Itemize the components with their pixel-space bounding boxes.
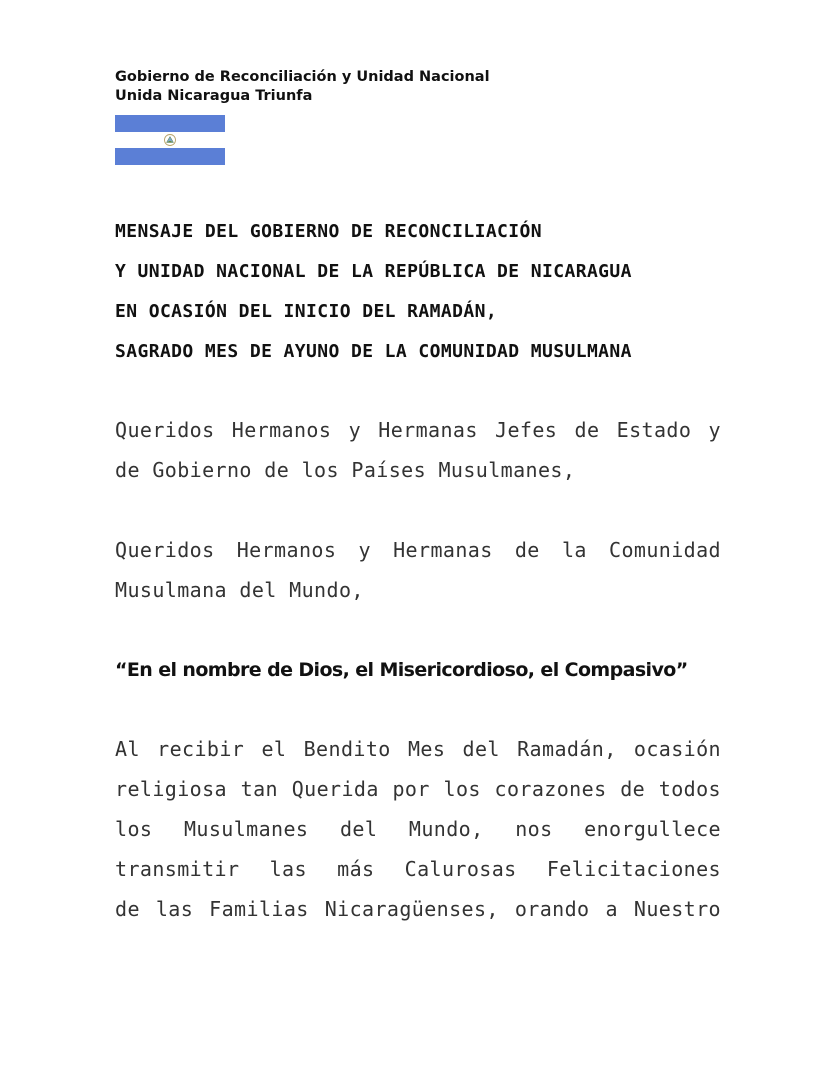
title-line: SAGRADO MES DE AYUNO DE LA COMUNIDAD MUSULMANA [115, 341, 632, 362]
paragraph-line: Queridos Hermanos y Hermanas de la Comunidad [115, 538, 721, 562]
greeting-heads-of-state [115, 410, 721, 490]
nicaragua-flag [115, 115, 225, 165]
government-name: Gobierno de Reconciliación y Unidad Nacional [115, 69, 490, 85]
message-title [115, 212, 632, 372]
document-header [115, 68, 490, 106]
government-slogan: Unida Nicaragua Triunfa [115, 88, 313, 104]
paragraph-line: de las Familias Nicaragüenses, orando a Nuestro [115, 897, 721, 921]
flag-stripe-top [115, 115, 225, 132]
paragraph-line: Al recibir el Bendito Mes del Ramadán, ocasión [115, 737, 721, 761]
flag-stripe-bottom [115, 148, 225, 165]
invocation-quote: “En el nombre de Dios, el Misericordioso, el Compasivo” [115, 659, 688, 681]
paragraph-line: transmitir las más Calurosas Felicitaciones [115, 857, 721, 881]
nicaragua-coat-of-arms-icon [163, 132, 177, 148]
title-line: Y UNIDAD NACIONAL DE LA REPÚBLICA DE NICARAGUA [115, 261, 632, 282]
paragraph-line: Queridos Hermanos y Hermanas Jefes de Estado y [115, 418, 721, 442]
paragraph-line: Musulmana del Mundo, [115, 578, 364, 602]
title-line: EN OCASIÓN DEL INICIO DEL RAMADÁN, [115, 301, 498, 322]
paragraph-line: religiosa tan Querida por los corazones de todos [115, 777, 721, 801]
paragraph-line: de Gobierno de los Países Musulmanes, [115, 458, 576, 482]
body-paragraph [115, 729, 721, 929]
greeting-muslim-community [115, 530, 721, 610]
paragraph-line: los Musulmanes del Mundo, nos enorgullece [115, 817, 721, 841]
title-line: MENSAJE DEL GOBIERNO DE RECONCILIACIÓN [115, 221, 543, 242]
